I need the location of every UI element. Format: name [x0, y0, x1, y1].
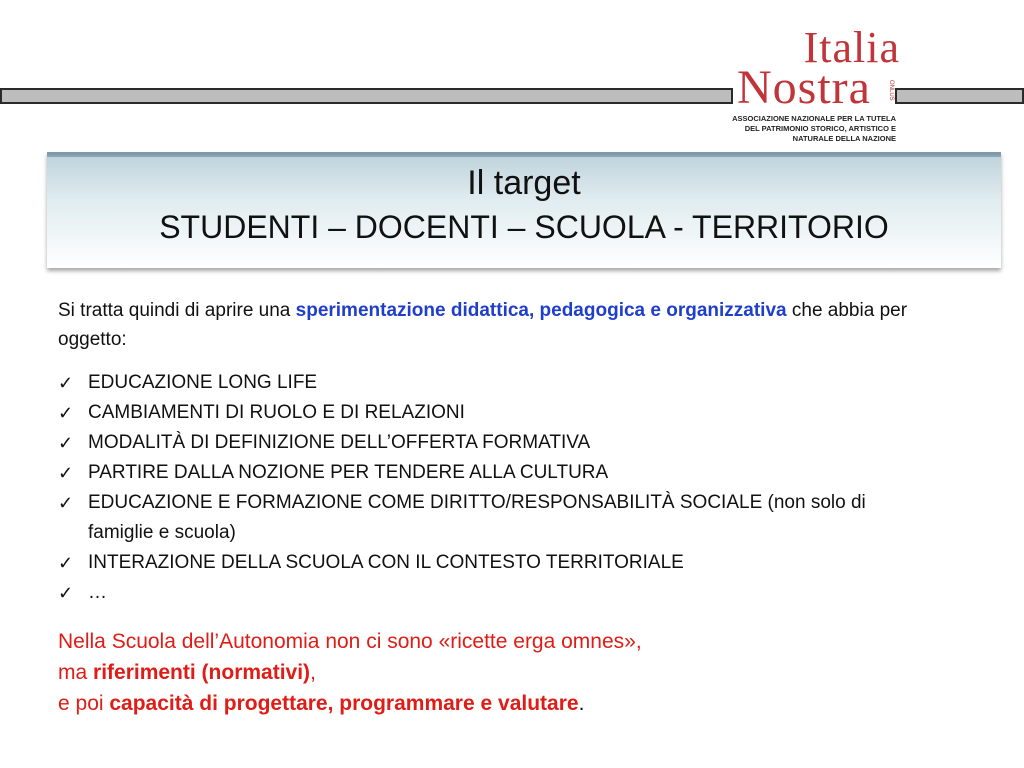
page-subtitle: STUDENTI – DOCENTI – SCUOLA - TERRITORIO: [159, 209, 889, 245]
list-item: [58, 548, 958, 578]
italia-nostra-logo: [732, 23, 900, 148]
list-item: [58, 458, 958, 488]
list-item-label: INTERAZIONE DELLA SCUOLA CON IL CONTESTO TERRITORIALE: [88, 552, 684, 573]
check-icon: ✓: [58, 403, 74, 423]
logo-onlus: ONLUS: [888, 80, 894, 101]
closing-line2-bold: riferimenti (normativi): [93, 661, 311, 684]
header-divider-left: [0, 88, 733, 104]
list-item: [58, 488, 958, 548]
check-icon: ✓: [58, 553, 74, 573]
intro-text: Si tratta quindi di aprire una: [58, 300, 296, 321]
list-item: [58, 368, 958, 398]
check-icon: ✓: [58, 433, 74, 453]
check-icon: ✓: [58, 493, 74, 513]
list-item-label: MODALITÀ DI DEFINIZIONE DELL’OFFERTA FORMATIVA: [88, 432, 591, 453]
closing-line3-post: .: [578, 692, 585, 715]
list-item: [58, 428, 958, 458]
title-box: [47, 152, 1001, 268]
closing-line2-pre: ma: [58, 661, 94, 684]
closing-line2: [58, 657, 938, 688]
logo-line1: Italia: [803, 23, 900, 72]
closing-line3: [58, 688, 938, 719]
topic-list: [58, 368, 958, 608]
list-item-label: CAMBIAMENTI DI RUOLO E DI RELAZIONI: [88, 402, 465, 423]
page-title: Il target: [467, 164, 581, 202]
closing-line1: Nella Scuola dell’Autonomia non ci sono «ricette erga omnes»,: [58, 630, 642, 653]
list-item-label: …: [88, 582, 107, 603]
list-item: [58, 578, 958, 608]
closing-line3-bold: capacità di progettare, programmare e valutare: [109, 692, 579, 715]
intro-paragraph: [58, 296, 938, 354]
list-item: [58, 398, 958, 428]
list-item-label: EDUCAZIONE E FORMAZIONE COME DIRITTO/RESPONSABILITÀ SOCIALE (non solo di famiglie e scuola): [88, 492, 866, 543]
closing-line2-post: ,: [310, 661, 316, 684]
logo-line2: Nostra: [737, 61, 871, 114]
logo-subtitle-line: DEL PATRIMONIO STORICO, ARTISTICO E: [744, 124, 896, 133]
closing-text: [58, 626, 938, 719]
logo-subtitle-line: ASSOCIAZIONE NAZIONALE PER LA TUTELA: [732, 114, 896, 123]
logo-subtitle-line: NATURALE DELLA NAZIONE: [792, 134, 896, 143]
check-icon: ✓: [58, 463, 74, 483]
intro-text-end: che abbia per oggetto:: [58, 300, 908, 350]
check-icon: ✓: [58, 373, 74, 393]
closing-line3-pre: e poi: [58, 692, 110, 715]
list-item-label: EDUCAZIONE LONG LIFE: [88, 372, 318, 393]
intro-highlight: sperimentazione didattica, pedagogica e organizzativa: [295, 300, 787, 321]
list-item-label: PARTIRE DALLA NOZIONE PER TENDERE ALLA CULTURA: [88, 462, 609, 483]
check-icon: ✓: [58, 583, 74, 603]
header-divider-right: [895, 88, 1024, 104]
logo-subtitle: [731, 114, 896, 144]
